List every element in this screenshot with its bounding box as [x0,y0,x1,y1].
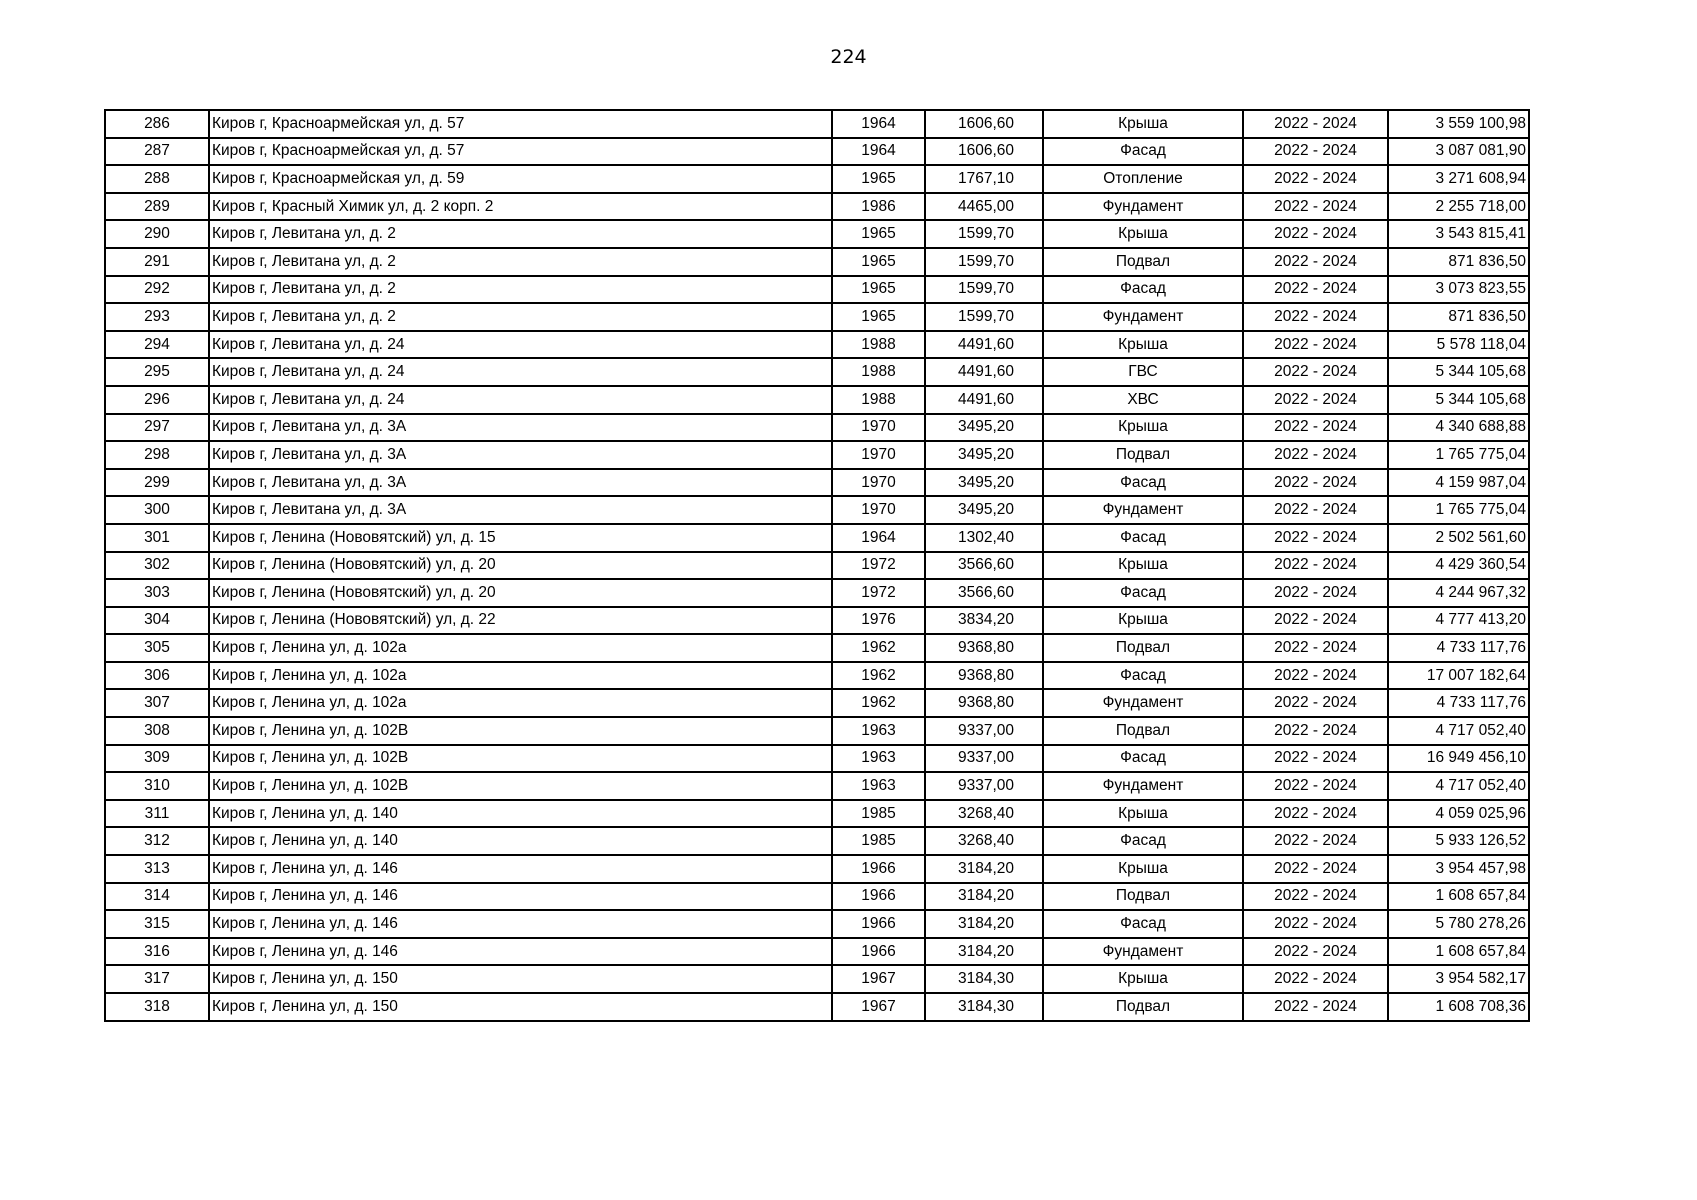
row-number-cell: 307 [105,689,209,717]
table-row [105,220,1529,248]
work-type-cell: Фундамент [1043,938,1243,966]
build-year-cell: 1965 [832,220,925,248]
area-cell: 1599,70 [925,276,1043,304]
table-row [105,910,1529,938]
area-cell: 9337,00 [925,717,1043,745]
period-cell: 2022 - 2024 [1243,910,1388,938]
work-type-cell: Подвал [1043,993,1243,1021]
work-type-cell: Крыша [1043,414,1243,442]
address-cell: Киров г, Ленина ул, д. 146 [209,883,832,911]
work-type-cell: Крыша [1043,552,1243,580]
area-cell: 4491,60 [925,386,1043,414]
cost-cell: 2 255 718,00 [1388,193,1529,221]
build-year-cell: 1963 [832,745,925,773]
work-type-cell: Фундамент [1043,689,1243,717]
address-cell: Киров г, Левитана ул, д. 24 [209,331,832,359]
row-number-cell: 299 [105,469,209,497]
work-type-cell: Крыша [1043,965,1243,993]
period-cell: 2022 - 2024 [1243,441,1388,469]
build-year-cell: 1967 [832,993,925,1021]
row-number-cell: 318 [105,993,209,1021]
cost-cell: 17 007 182,64 [1388,662,1529,690]
build-year-cell: 1963 [832,717,925,745]
build-year-cell: 1967 [832,965,925,993]
period-cell: 2022 - 2024 [1243,717,1388,745]
address-cell: Киров г, Красный Химик ул, д. 2 корп. 2 [209,193,832,221]
build-year-cell: 1988 [832,331,925,359]
cost-cell: 4 717 052,40 [1388,772,1529,800]
work-type-cell: Фасад [1043,910,1243,938]
page-number: 224 [830,46,867,68]
build-year-cell: 1972 [832,579,925,607]
cost-cell: 5 578 118,04 [1388,331,1529,359]
build-year-cell: 1963 [832,772,925,800]
row-number-cell: 301 [105,524,209,552]
cost-cell: 5 344 105,68 [1388,358,1529,386]
address-cell: Киров г, Ленина ул, д. 102а [209,634,832,662]
cost-cell: 4 244 967,32 [1388,579,1529,607]
work-type-cell: Подвал [1043,248,1243,276]
area-cell: 4465,00 [925,193,1043,221]
cost-cell: 1 608 657,84 [1388,938,1529,966]
build-year-cell: 1965 [832,248,925,276]
period-cell: 2022 - 2024 [1243,414,1388,442]
area-cell: 3495,20 [925,469,1043,497]
address-cell: Киров г, Ленина (Нововятский) ул, д. 20 [209,552,832,580]
row-number-cell: 305 [105,634,209,662]
period-cell: 2022 - 2024 [1243,579,1388,607]
area-cell: 4491,60 [925,358,1043,386]
work-type-cell: Крыша [1043,331,1243,359]
period-cell: 2022 - 2024 [1243,772,1388,800]
work-type-cell: Крыша [1043,110,1243,138]
table-row [105,248,1529,276]
work-type-cell: Крыша [1043,607,1243,635]
address-cell: Киров г, Красноармейская ул, д. 59 [209,165,832,193]
build-year-cell: 1970 [832,469,925,497]
row-number-cell: 291 [105,248,209,276]
work-type-cell: Фасад [1043,524,1243,552]
build-year-cell: 1966 [832,910,925,938]
address-cell: Киров г, Ленина ул, д. 146 [209,855,832,883]
work-type-cell: Подвал [1043,634,1243,662]
build-year-cell: 1988 [832,386,925,414]
period-cell: 2022 - 2024 [1243,303,1388,331]
table-row [105,110,1529,138]
address-cell: Киров г, Ленина (Нововятский) ул, д. 15 [209,524,832,552]
cost-cell: 5 933 126,52 [1388,827,1529,855]
area-cell: 9368,80 [925,634,1043,662]
area-cell: 3268,40 [925,827,1043,855]
table-row [105,276,1529,304]
period-cell: 2022 - 2024 [1243,965,1388,993]
address-cell: Киров г, Левитана ул, д. 2 [209,220,832,248]
address-cell: Киров г, Ленина ул, д. 150 [209,965,832,993]
address-cell: Киров г, Ленина ул, д. 140 [209,800,832,828]
cost-cell: 871 836,50 [1388,303,1529,331]
table-row [105,800,1529,828]
cost-cell: 4 717 052,40 [1388,717,1529,745]
period-cell: 2022 - 2024 [1243,634,1388,662]
work-type-cell: Подвал [1043,883,1243,911]
table-row [105,165,1529,193]
table-row [105,745,1529,773]
period-cell: 2022 - 2024 [1243,331,1388,359]
build-year-cell: 1976 [832,607,925,635]
table-row [105,138,1529,166]
cost-cell: 5 780 278,26 [1388,910,1529,938]
row-number-cell: 290 [105,220,209,248]
area-cell: 1606,60 [925,110,1043,138]
row-number-cell: 314 [105,883,209,911]
build-year-cell: 1972 [832,552,925,580]
period-cell: 2022 - 2024 [1243,138,1388,166]
housing-repair-table [104,109,1530,1022]
table-row [105,469,1529,497]
area-cell: 9368,80 [925,662,1043,690]
row-number-cell: 316 [105,938,209,966]
area-cell: 3495,20 [925,441,1043,469]
address-cell: Киров г, Ленина ул, д. 102а [209,662,832,690]
row-number-cell: 306 [105,662,209,690]
address-cell: Киров г, Красноармейская ул, д. 57 [209,138,832,166]
address-cell: Киров г, Красноармейская ул, д. 57 [209,110,832,138]
area-cell: 3184,20 [925,855,1043,883]
area-cell: 3184,20 [925,938,1043,966]
cost-cell: 4 777 413,20 [1388,607,1529,635]
address-cell: Киров г, Левитана ул, д. 3А [209,414,832,442]
work-type-cell: ГВС [1043,358,1243,386]
address-cell: Киров г, Левитана ул, д. 2 [209,303,832,331]
address-cell: Киров г, Левитана ул, д. 3А [209,469,832,497]
period-cell: 2022 - 2024 [1243,386,1388,414]
build-year-cell: 1986 [832,193,925,221]
build-year-cell: 1964 [832,524,925,552]
period-cell: 2022 - 2024 [1243,358,1388,386]
period-cell: 2022 - 2024 [1243,689,1388,717]
row-number-cell: 286 [105,110,209,138]
cost-cell: 1 765 775,04 [1388,441,1529,469]
row-number-cell: 310 [105,772,209,800]
cost-cell: 2 502 561,60 [1388,524,1529,552]
build-year-cell: 1970 [832,414,925,442]
table-row [105,717,1529,745]
table-body [105,110,1529,1021]
row-number-cell: 304 [105,607,209,635]
row-number-cell: 300 [105,496,209,524]
table-row [105,883,1529,911]
address-cell: Киров г, Левитана ул, д. 3А [209,496,832,524]
build-year-cell: 1964 [832,110,925,138]
build-year-cell: 1962 [832,662,925,690]
build-year-cell: 1965 [832,276,925,304]
address-cell: Киров г, Ленина (Нововятский) ул, д. 22 [209,607,832,635]
table-row [105,938,1529,966]
work-type-cell: Отопление [1043,165,1243,193]
work-type-cell: Фундамент [1043,303,1243,331]
row-number-cell: 288 [105,165,209,193]
work-type-cell: Фундамент [1043,193,1243,221]
period-cell: 2022 - 2024 [1243,855,1388,883]
table-row [105,689,1529,717]
cost-cell: 3 954 457,98 [1388,855,1529,883]
area-cell: 1767,10 [925,165,1043,193]
table-row [105,662,1529,690]
build-year-cell: 1965 [832,165,925,193]
address-cell: Киров г, Ленина ул, д. 140 [209,827,832,855]
address-cell: Киров г, Ленина ул, д. 150 [209,993,832,1021]
work-type-cell: Фундамент [1043,496,1243,524]
build-year-cell: 1970 [832,496,925,524]
period-cell: 2022 - 2024 [1243,883,1388,911]
row-number-cell: 317 [105,965,209,993]
cost-cell: 3 559 100,98 [1388,110,1529,138]
period-cell: 2022 - 2024 [1243,662,1388,690]
work-type-cell: Подвал [1043,717,1243,745]
table-row [105,414,1529,442]
period-cell: 2022 - 2024 [1243,524,1388,552]
address-cell: Киров г, Левитана ул, д. 3А [209,441,832,469]
area-cell: 3495,20 [925,414,1043,442]
address-cell: Киров г, Левитана ул, д. 24 [209,386,832,414]
work-type-cell: Подвал [1043,441,1243,469]
build-year-cell: 1962 [832,689,925,717]
period-cell: 2022 - 2024 [1243,276,1388,304]
work-type-cell: Крыша [1043,220,1243,248]
cost-cell: 871 836,50 [1388,248,1529,276]
address-cell: Киров г, Ленина ул, д. 102а [209,689,832,717]
row-number-cell: 295 [105,358,209,386]
address-cell: Киров г, Ленина (Нововятский) ул, д. 20 [209,579,832,607]
table-row [105,496,1529,524]
period-cell: 2022 - 2024 [1243,552,1388,580]
cost-cell: 4 059 025,96 [1388,800,1529,828]
row-number-cell: 308 [105,717,209,745]
area-cell: 3184,20 [925,883,1043,911]
cost-cell: 4 733 117,76 [1388,689,1529,717]
row-number-cell: 298 [105,441,209,469]
area-cell: 3495,20 [925,496,1043,524]
work-type-cell: Крыша [1043,800,1243,828]
cost-cell: 1 608 708,36 [1388,993,1529,1021]
table-row [105,855,1529,883]
table-row [105,993,1529,1021]
table-row [105,634,1529,662]
build-year-cell: 1962 [832,634,925,662]
area-cell: 1599,70 [925,220,1043,248]
cost-cell: 4 733 117,76 [1388,634,1529,662]
address-cell: Киров г, Ленина ул, д. 102В [209,717,832,745]
period-cell: 2022 - 2024 [1243,165,1388,193]
area-cell: 3268,40 [925,800,1043,828]
work-type-cell: Фасад [1043,276,1243,304]
build-year-cell: 1988 [832,358,925,386]
row-number-cell: 296 [105,386,209,414]
work-type-cell: Фасад [1043,662,1243,690]
work-type-cell: Фундамент [1043,772,1243,800]
row-number-cell: 287 [105,138,209,166]
period-cell: 2022 - 2024 [1243,469,1388,497]
period-cell: 2022 - 2024 [1243,800,1388,828]
cost-cell: 1 608 657,84 [1388,883,1529,911]
period-cell: 2022 - 2024 [1243,220,1388,248]
area-cell: 3184,20 [925,910,1043,938]
table-row [105,607,1529,635]
period-cell: 2022 - 2024 [1243,248,1388,276]
row-number-cell: 315 [105,910,209,938]
area-cell: 4491,60 [925,331,1043,359]
work-type-cell: Фасад [1043,579,1243,607]
area-cell: 9337,00 [925,772,1043,800]
area-cell: 1599,70 [925,248,1043,276]
period-cell: 2022 - 2024 [1243,110,1388,138]
row-number-cell: 292 [105,276,209,304]
table-row [105,772,1529,800]
area-cell: 9368,80 [925,689,1043,717]
table-row [105,386,1529,414]
period-cell: 2022 - 2024 [1243,827,1388,855]
work-type-cell: Фасад [1043,827,1243,855]
period-cell: 2022 - 2024 [1243,607,1388,635]
address-cell: Киров г, Ленина ул, д. 102В [209,772,832,800]
table-row [105,524,1529,552]
cost-cell: 4 159 987,04 [1388,469,1529,497]
area-cell: 1606,60 [925,138,1043,166]
row-number-cell: 289 [105,193,209,221]
build-year-cell: 1970 [832,441,925,469]
table-row [105,827,1529,855]
row-number-cell: 302 [105,552,209,580]
build-year-cell: 1985 [832,800,925,828]
build-year-cell: 1985 [832,827,925,855]
area-cell: 3834,20 [925,607,1043,635]
row-number-cell: 294 [105,331,209,359]
build-year-cell: 1966 [832,938,925,966]
cost-cell: 3 954 582,17 [1388,965,1529,993]
row-number-cell: 293 [105,303,209,331]
work-type-cell: ХВС [1043,386,1243,414]
build-year-cell: 1966 [832,855,925,883]
work-type-cell: Фасад [1043,469,1243,497]
table-row [105,303,1529,331]
address-cell: Киров г, Левитана ул, д. 2 [209,276,832,304]
table-row [105,441,1529,469]
build-year-cell: 1966 [832,883,925,911]
cost-cell: 4 340 688,88 [1388,414,1529,442]
area-cell: 9337,00 [925,745,1043,773]
period-cell: 2022 - 2024 [1243,496,1388,524]
work-type-cell: Крыша [1043,855,1243,883]
period-cell: 2022 - 2024 [1243,745,1388,773]
cost-cell: 16 949 456,10 [1388,745,1529,773]
area-cell: 3184,30 [925,993,1043,1021]
build-year-cell: 1964 [832,138,925,166]
address-cell: Киров г, Левитана ул, д. 2 [209,248,832,276]
cost-cell: 3 073 823,55 [1388,276,1529,304]
cost-cell: 4 429 360,54 [1388,552,1529,580]
address-cell: Киров г, Ленина ул, д. 102В [209,745,832,773]
work-type-cell: Фасад [1043,138,1243,166]
row-number-cell: 312 [105,827,209,855]
build-year-cell: 1965 [832,303,925,331]
area-cell: 3184,30 [925,965,1043,993]
table-row [105,552,1529,580]
cost-cell: 3 543 815,41 [1388,220,1529,248]
table-row [105,331,1529,359]
address-cell: Киров г, Ленина ул, д. 146 [209,938,832,966]
table-row [105,579,1529,607]
table-row [105,965,1529,993]
cost-cell: 3 087 081,90 [1388,138,1529,166]
address-cell: Киров г, Левитана ул, д. 24 [209,358,832,386]
work-type-cell: Фасад [1043,745,1243,773]
area-cell: 3566,60 [925,552,1043,580]
area-cell: 3566,60 [925,579,1043,607]
area-cell: 1599,70 [925,303,1043,331]
cost-cell: 5 344 105,68 [1388,386,1529,414]
address-cell: Киров г, Ленина ул, д. 146 [209,910,832,938]
row-number-cell: 303 [105,579,209,607]
table-row [105,358,1529,386]
period-cell: 2022 - 2024 [1243,993,1388,1021]
row-number-cell: 297 [105,414,209,442]
area-cell: 1302,40 [925,524,1043,552]
cost-cell: 3 271 608,94 [1388,165,1529,193]
row-number-cell: 311 [105,800,209,828]
period-cell: 2022 - 2024 [1243,938,1388,966]
table-row [105,193,1529,221]
row-number-cell: 309 [105,745,209,773]
row-number-cell: 313 [105,855,209,883]
period-cell: 2022 - 2024 [1243,193,1388,221]
cost-cell: 1 765 775,04 [1388,496,1529,524]
